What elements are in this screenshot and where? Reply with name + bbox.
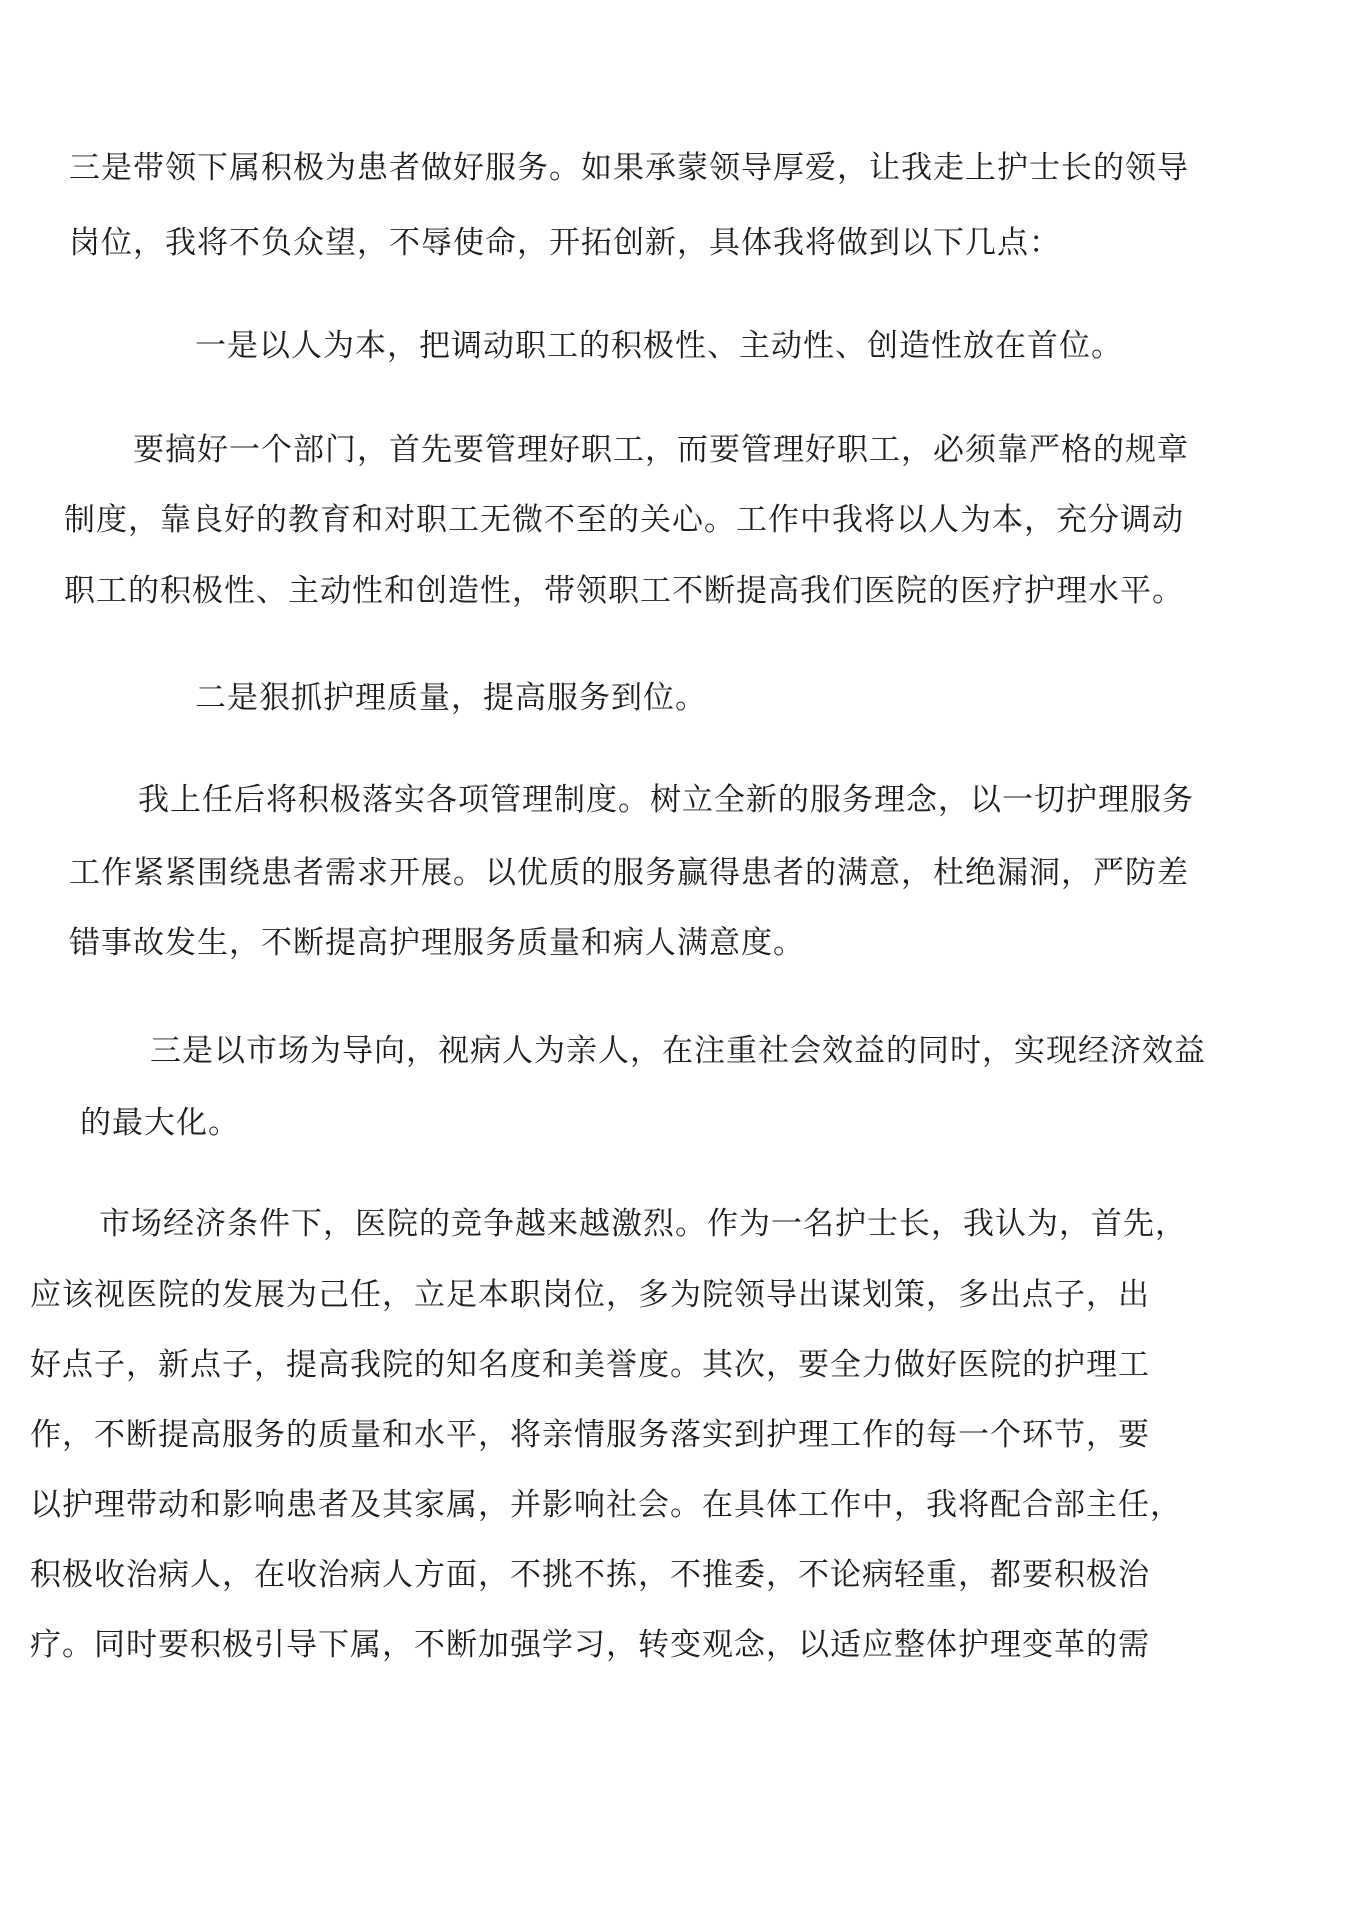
text-line: 市场经济条件下，医院的竞争越来越激烈。作为一名护士长，我认为，首先， [99,1206,1187,1242]
text-line: 以护理带动和影响患者及其家属，并影响社会。在具体工作中，我将配合部主任， [30,1487,1182,1523]
text-line: 我上任后将积极落实各项管理制度。树立全新的服务理念，以一切护理服务 [138,782,1194,818]
text-line: 要搞好一个部门，首先要管理好职工，而要管理好职工，必须靠严格的规章 [133,432,1189,468]
section-heading: 三是以市场为导向，视病人为亲人，在注重社会效益的同时，实现经济效益 [150,1033,1206,1069]
section-heading: 的最大化。 [80,1105,240,1141]
text-line: 积极收治病人，在收治病人方面，不挑不拣，不推委，不论病轻重，都要积极治 [30,1557,1150,1593]
section-heading: 一是以人为本，把调动职工的积极性、主动性、创造性放在首位。 [195,328,1123,364]
text-line: 制度，靠良好的教育和对职工无微不至的关心。工作中我将以人为本，充分调动 [64,502,1184,538]
text-line: 职工的积极性、主动性和创造性，带领职工不断提高我们医院的医疗护理水平。 [64,573,1184,609]
section-heading: 二是狠抓护理质量，提高服务到位。 [195,680,707,716]
text-line: 好点子，新点子，提高我院的知名度和美誉度。其次，要全力做好医院的护理工 [30,1347,1150,1383]
text-line: 工作紧紧围绕患者需求开展。以优质的服务赢得患者的满意，杜绝漏洞，严防差 [69,855,1189,891]
text-line: 错事故发生，不断提高护理服务质量和病人满意度。 [69,925,805,961]
text-line: 三是带领下属积极为患者做好服务。如果承蒙领导厚爱，让我走上护士长的领导 [69,150,1189,186]
text-line: 岗位，我将不负众望，不辱使命，开拓创新，具体我将做到以下几点： [69,225,1061,261]
text-line: 应该视医院的发展为己任，立足本职岗位，多为院领导出谋划策，多出点子，出 [30,1277,1150,1313]
text-line: 疗。同时要积极引导下属，不断加强学习，转变观念，以适应整体护理变革的需 [30,1627,1150,1663]
text-line: 作，不断提高服务的质量和水平，将亲情服务落实到护理工作的每一个环节，要 [30,1417,1150,1453]
